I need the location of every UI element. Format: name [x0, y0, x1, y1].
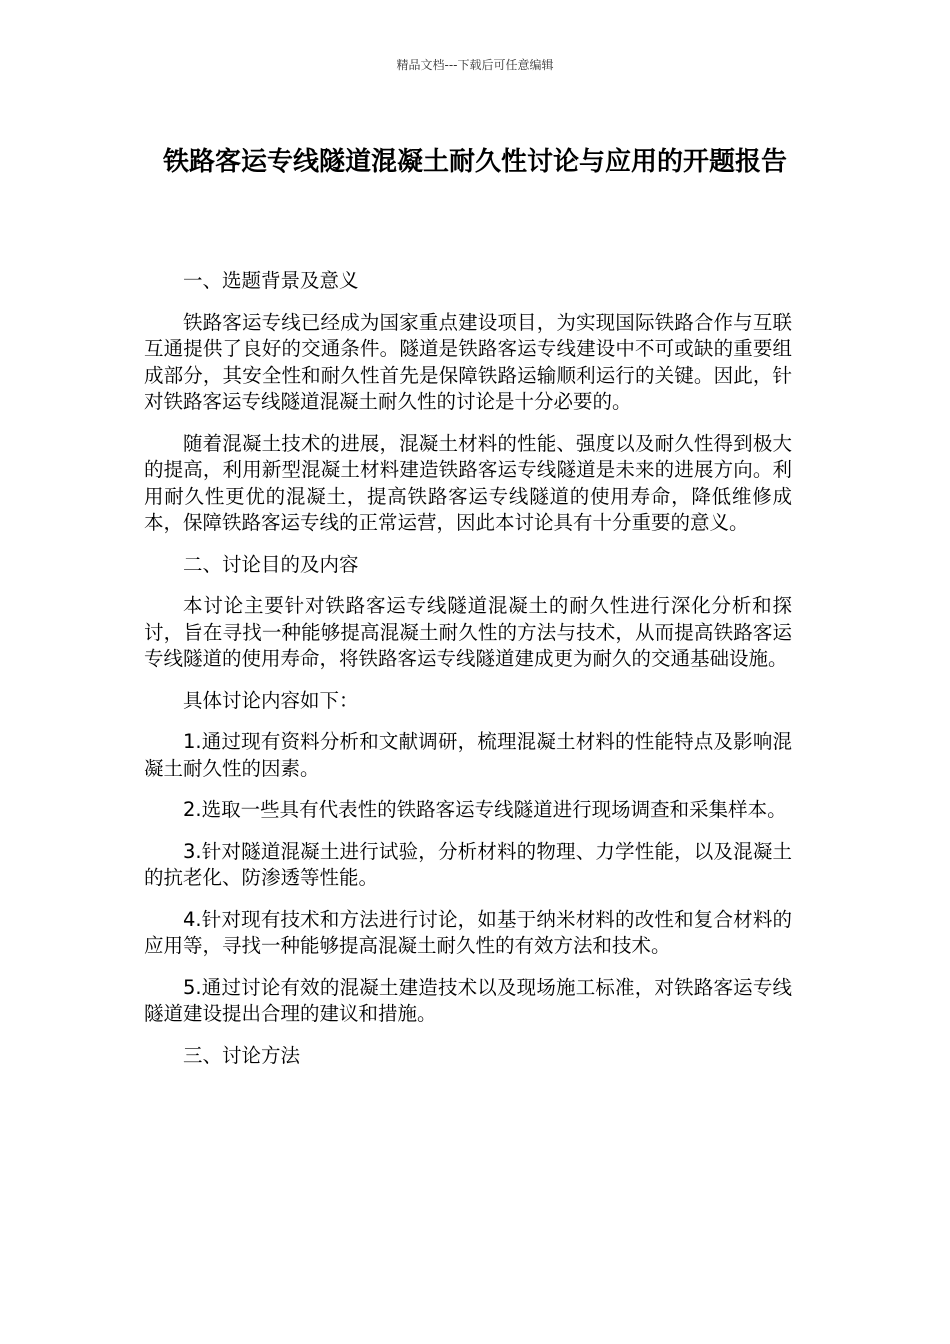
paragraph: 铁路客运专线已经成为国家重点建设项目，为实现国际铁路合作与互联互通提供了良好的交通条件。隧道是铁路客运专线建设中不可或缺的重要组成部分，其安全性和耐久性首先是保障铁路运输顺利运行的关键。因此，针对铁路客运专线隧道混凝土耐久性的讨论是十分必要的。	[144, 310, 792, 413]
section-heading-objectives: 二、讨论目的及内容	[183, 552, 359, 576]
list-item: 4.针对现有技术和方法进行讨论，如基于纳米材料的改性和复合材料的应用等，寻找一种能够提高混凝土耐久性的有效方法和技术。	[144, 907, 792, 957]
paragraph: 本讨论主要针对铁路客运专线隧道混凝土的耐久性进行深化分析和探讨，旨在寻找一种能够提高混凝土耐久性的方法与技术，从而提高铁路客运专线隧道的使用寿命，将铁路客运专线隧道建成更为耐久的交通基础设施。	[144, 594, 792, 670]
list-item: 3.针对隧道混凝土进行试验，分析材料的物理、力学性能，以及混凝土的抗老化、防渗透等性能。	[144, 839, 792, 889]
section-heading-methods: 三、讨论方法	[183, 1043, 301, 1067]
list-item: 1.通过现有资料分析和文献调研，梳理混凝土材料的性能特点及影响混凝土耐久性的因素。	[144, 730, 792, 780]
section-heading-background: 一、选题背景及意义	[183, 269, 359, 292]
header-note: 精品文档---下载后可任意编辑	[396, 58, 554, 72]
document-title: 铁路客运专线隧道混凝土耐久性讨论与应用的开题报告	[162, 147, 787, 177]
list-item: 2.选取一些具有代表性的铁路客运专线隧道进行现场调查和采集样本。	[183, 798, 787, 821]
list-item: 5.通过讨论有效的混凝土建造技术以及现场施工标准，对铁路客运专线隧道建设提出合理的建议和措施。	[144, 975, 792, 1025]
paragraph: 具体讨论内容如下：	[183, 688, 359, 712]
document-body	[144, 268, 792, 1084]
paragraph: 随着混凝土技术的进展，混凝土材料的性能、强度以及耐久性得到极大的提高，利用新型混凝土材料建造铁路客运专线隧道是未来的进展方向。利用耐久性更优的混凝土，提高铁路客运专线隧道的使用寿命，降低维修成本，保障铁路客运专线的正常运营，因此本讨论具有十分重要的意义。	[144, 431, 792, 534]
